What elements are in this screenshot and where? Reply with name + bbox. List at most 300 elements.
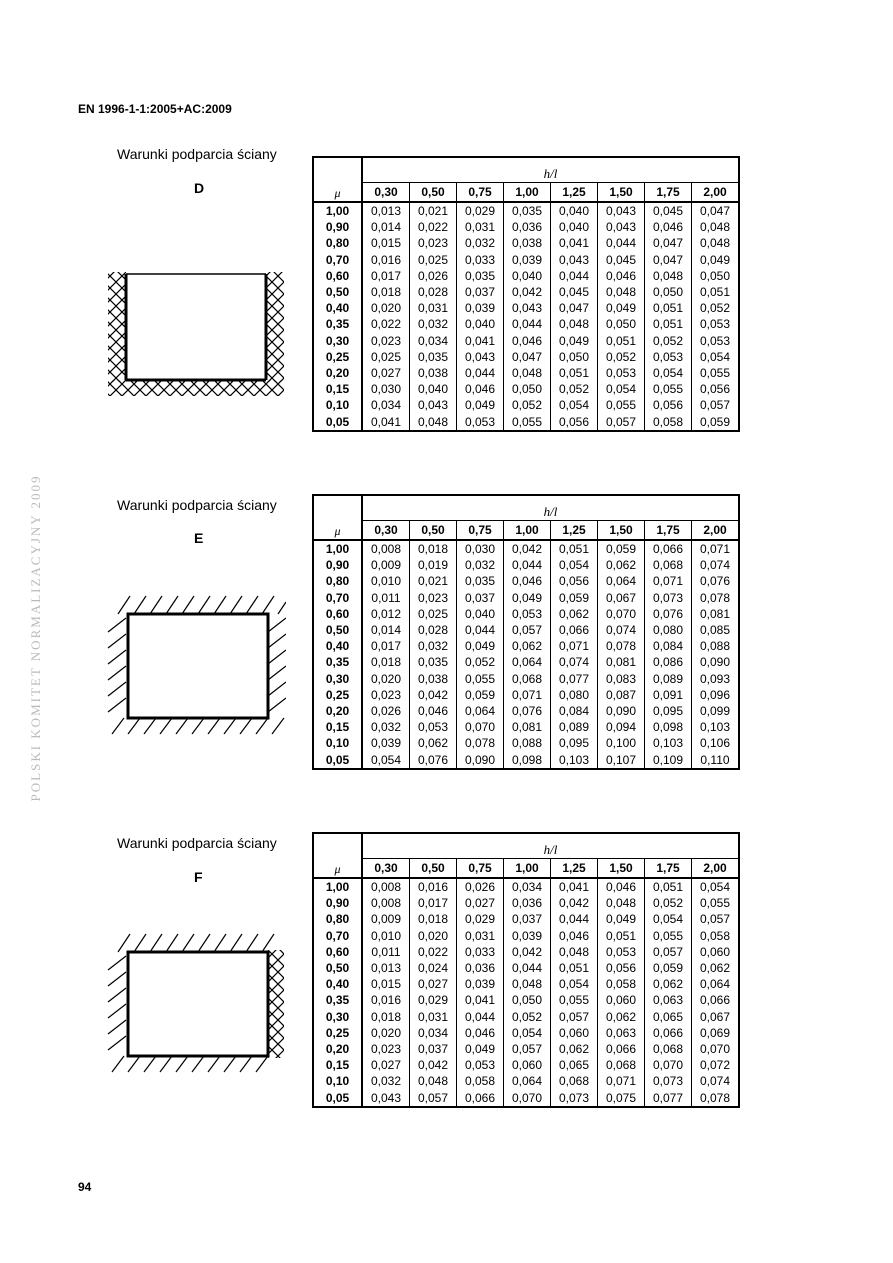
coefficient-cell: 0,059 <box>598 540 645 557</box>
condition-letter: D <box>194 180 205 196</box>
coefficient-cell: 0,050 <box>504 992 551 1008</box>
coefficient-cell: 0,059 <box>457 687 504 703</box>
coefficient-cell: 0,050 <box>504 381 551 397</box>
coefficient-cell: 0,041 <box>457 333 504 349</box>
coefficient-cell: 0,010 <box>362 928 410 944</box>
coefficient-cell: 0,044 <box>457 622 504 638</box>
coefficient-cell: 0,068 <box>598 1057 645 1073</box>
coefficient-cell: 0,067 <box>692 1009 740 1025</box>
coefficient-cell: 0,090 <box>457 751 504 768</box>
coefficient-cell: 0,032 <box>362 1073 410 1089</box>
coefficient-cell: 0,027 <box>457 895 504 911</box>
column-header: 0,30 <box>362 521 410 541</box>
coefficient-cell: 0,052 <box>551 381 598 397</box>
coefficient-cell: 0,053 <box>598 365 645 381</box>
coefficient-cell: 0,091 <box>645 687 692 703</box>
coefficient-cell: 0,025 <box>362 349 410 365</box>
coefficient-cell: 0,049 <box>598 300 645 316</box>
coefficient-cell: 0,011 <box>362 590 410 606</box>
coefficient-cell: 0,008 <box>362 878 410 895</box>
condition-title: Warunki podparcia ściany <box>117 146 277 162</box>
coefficient-cell: 0,068 <box>645 557 692 573</box>
mu-value: 0,10 <box>313 1073 362 1089</box>
coefficient-cell: 0,031 <box>457 928 504 944</box>
coefficient-cell: 0,042 <box>410 687 457 703</box>
coefficient-cell: 0,074 <box>598 622 645 638</box>
coefficient-cell: 0,028 <box>410 284 457 300</box>
mu-value: 0,30 <box>313 671 362 687</box>
column-header: 0,75 <box>457 521 504 541</box>
coefficient-cell: 0,016 <box>410 878 457 895</box>
coefficient-cell: 0,023 <box>362 333 410 349</box>
mu-value: 0,50 <box>313 960 362 976</box>
coefficient-cell: 0,046 <box>598 878 645 895</box>
coefficient-cell: 0,015 <box>362 235 410 251</box>
coefficient-cell: 0,084 <box>645 638 692 654</box>
coefficient-cell: 0,068 <box>504 671 551 687</box>
coefficient-cell: 0,053 <box>692 333 740 349</box>
coefficient-cell: 0,058 <box>692 928 740 944</box>
table-row <box>313 1073 739 1089</box>
mu-header: μ <box>313 495 362 540</box>
coefficient-cell: 0,026 <box>457 878 504 895</box>
coefficient-cell: 0,070 <box>598 606 645 622</box>
coefficient-cell: 0,089 <box>645 671 692 687</box>
coefficient-cell: 0,015 <box>362 976 410 992</box>
table-row <box>313 235 739 251</box>
coefficient-cell: 0,062 <box>598 1009 645 1025</box>
coefficient-cell: 0,046 <box>645 219 692 235</box>
coefficient-cell: 0,043 <box>457 349 504 365</box>
hl-header: h/l <box>362 495 739 521</box>
coefficient-cell: 0,023 <box>410 235 457 251</box>
coefficient-cell: 0,099 <box>692 703 740 719</box>
mu-value: 0,20 <box>313 703 362 719</box>
coefficient-table-d <box>312 156 740 432</box>
coefficient-cell: 0,047 <box>692 202 740 219</box>
mu-value: 0,50 <box>313 622 362 638</box>
table-row <box>313 1009 739 1025</box>
coefficient-cell: 0,048 <box>551 316 598 332</box>
coefficient-cell: 0,046 <box>410 703 457 719</box>
table-row <box>313 992 739 1008</box>
coefficient-cell: 0,026 <box>410 268 457 284</box>
coefficient-cell: 0,060 <box>598 992 645 1008</box>
table-row <box>313 333 739 349</box>
column-header: 0,75 <box>457 183 504 203</box>
coefficient-cell: 0,038 <box>504 235 551 251</box>
coefficient-cell: 0,048 <box>598 284 645 300</box>
coefficient-cell: 0,050 <box>692 268 740 284</box>
coefficient-cell: 0,036 <box>457 960 504 976</box>
coefficient-cell: 0,027 <box>362 1057 410 1073</box>
mu-value: 0,40 <box>313 300 362 316</box>
mu-value: 0,05 <box>313 1089 362 1106</box>
column-header: 1,50 <box>598 183 645 203</box>
coefficient-cell: 0,050 <box>645 284 692 300</box>
coefficient-cell: 0,053 <box>692 316 740 332</box>
coefficient-cell: 0,069 <box>692 1025 740 1041</box>
coefficient-cell: 0,044 <box>504 960 551 976</box>
support-diagram-e <box>104 592 286 738</box>
table-row <box>313 1089 739 1106</box>
coefficient-cell: 0,038 <box>410 671 457 687</box>
coefficient-cell: 0,047 <box>551 300 598 316</box>
coefficient-cell: 0,046 <box>457 381 504 397</box>
table-row <box>313 878 739 895</box>
coefficient-cell: 0,103 <box>645 735 692 751</box>
coefficient-cell: 0,063 <box>645 992 692 1008</box>
coefficient-cell: 0,068 <box>551 1073 598 1089</box>
mu-value: 0,10 <box>313 735 362 751</box>
coefficient-cell: 0,042 <box>504 944 551 960</box>
mu-value: 0,35 <box>313 992 362 1008</box>
coefficient-cell: 0,057 <box>645 944 692 960</box>
table-row <box>313 1025 739 1041</box>
coefficient-cell: 0,041 <box>362 413 410 430</box>
coefficient-cell: 0,049 <box>457 1041 504 1057</box>
coefficient-cell: 0,008 <box>362 895 410 911</box>
mu-value: 1,00 <box>313 540 362 557</box>
coefficient-cell: 0,080 <box>645 622 692 638</box>
mu-value: 0,70 <box>313 590 362 606</box>
coefficient-cell: 0,054 <box>598 381 645 397</box>
coefficient-cell: 0,060 <box>692 944 740 960</box>
table-row <box>313 349 739 365</box>
mu-value: 0,15 <box>313 1057 362 1073</box>
coefficient-cell: 0,080 <box>551 687 598 703</box>
coefficient-cell: 0,018 <box>362 284 410 300</box>
coefficient-cell: 0,078 <box>692 590 740 606</box>
column-header: 1,00 <box>504 521 551 541</box>
coefficient-cell: 0,022 <box>410 944 457 960</box>
table-row <box>313 622 739 638</box>
coefficient-cell: 0,032 <box>362 719 410 735</box>
coefficient-cell: 0,040 <box>457 606 504 622</box>
coefficient-cell: 0,088 <box>692 638 740 654</box>
coefficient-cell: 0,052 <box>504 397 551 413</box>
coefficient-cell: 0,018 <box>410 911 457 927</box>
coefficient-cell: 0,042 <box>551 895 598 911</box>
coefficient-cell: 0,023 <box>362 1041 410 1057</box>
column-header: 0,75 <box>457 859 504 879</box>
support-diagram-d <box>104 270 286 400</box>
coefficient-cell: 0,017 <box>362 268 410 284</box>
mu-value: 1,00 <box>313 878 362 895</box>
coefficient-cell: 0,031 <box>457 219 504 235</box>
coefficient-cell: 0,059 <box>645 960 692 976</box>
table-row <box>313 219 739 235</box>
coefficient-cell: 0,054 <box>645 365 692 381</box>
mu-value: 0,25 <box>313 1025 362 1041</box>
coefficient-cell: 0,041 <box>457 992 504 1008</box>
coefficient-cell: 0,064 <box>504 654 551 670</box>
table-row <box>313 413 739 430</box>
coefficient-cell: 0,044 <box>504 316 551 332</box>
mu-value: 0,15 <box>313 381 362 397</box>
coefficient-cell: 0,043 <box>551 252 598 268</box>
coefficient-cell: 0,110 <box>692 751 740 768</box>
coefficient-cell: 0,073 <box>645 590 692 606</box>
mu-value: 0,70 <box>313 928 362 944</box>
coefficient-cell: 0,032 <box>410 638 457 654</box>
coefficient-cell: 0,047 <box>504 349 551 365</box>
coefficient-cell: 0,048 <box>551 944 598 960</box>
coefficient-cell: 0,014 <box>362 622 410 638</box>
mu-value: 0,40 <box>313 638 362 654</box>
coefficient-cell: 0,043 <box>504 300 551 316</box>
coefficient-cell: 0,051 <box>692 284 740 300</box>
table-row <box>313 735 739 751</box>
mu-value: 1,00 <box>313 202 362 219</box>
coefficient-cell: 0,045 <box>598 252 645 268</box>
coefficient-cell: 0,055 <box>645 381 692 397</box>
coefficient-cell: 0,020 <box>410 928 457 944</box>
coefficient-cell: 0,064 <box>504 1073 551 1089</box>
coefficient-cell: 0,076 <box>692 573 740 589</box>
coefficient-cell: 0,053 <box>645 349 692 365</box>
table-row <box>313 540 739 557</box>
mu-value: 0,60 <box>313 268 362 284</box>
coefficient-cell: 0,093 <box>692 671 740 687</box>
support-diagram-f <box>104 930 286 1076</box>
mu-value: 0,05 <box>313 413 362 430</box>
column-header: 1,75 <box>645 859 692 879</box>
coefficient-cell: 0,071 <box>551 638 598 654</box>
coefficient-table-f <box>312 832 740 1108</box>
coefficient-cell: 0,109 <box>645 751 692 768</box>
mu-value: 0,80 <box>313 235 362 251</box>
coefficient-cell: 0,051 <box>598 928 645 944</box>
coefficient-cell: 0,011 <box>362 944 410 960</box>
coefficient-cell: 0,046 <box>457 1025 504 1041</box>
mu-header: μ <box>313 157 362 202</box>
coefficient-cell: 0,090 <box>692 654 740 670</box>
coefficient-cell: 0,023 <box>410 590 457 606</box>
coefficient-cell: 0,034 <box>410 1025 457 1041</box>
coefficient-cell: 0,043 <box>362 1089 410 1106</box>
table-row <box>313 751 739 768</box>
table-row <box>313 976 739 992</box>
coefficient-cell: 0,057 <box>504 1041 551 1057</box>
coefficient-cell: 0,037 <box>504 911 551 927</box>
coefficient-cell: 0,048 <box>645 268 692 284</box>
coefficient-cell: 0,062 <box>551 1041 598 1057</box>
coefficient-cell: 0,046 <box>551 928 598 944</box>
coefficient-cell: 0,045 <box>645 202 692 219</box>
coefficient-cell: 0,041 <box>551 235 598 251</box>
coefficient-cell: 0,067 <box>598 590 645 606</box>
coefficient-cell: 0,064 <box>692 976 740 992</box>
coefficient-cell: 0,039 <box>504 252 551 268</box>
coefficient-cell: 0,051 <box>598 333 645 349</box>
coefficient-cell: 0,044 <box>504 557 551 573</box>
coefficient-cell: 0,047 <box>645 235 692 251</box>
coefficient-cell: 0,048 <box>598 895 645 911</box>
coefficient-cell: 0,081 <box>504 719 551 735</box>
coefficient-cell: 0,085 <box>692 622 740 638</box>
coefficient-cell: 0,048 <box>410 413 457 430</box>
table-row <box>313 928 739 944</box>
coefficient-cell: 0,052 <box>645 333 692 349</box>
coefficient-cell: 0,035 <box>410 654 457 670</box>
table-row <box>313 671 739 687</box>
mu-value: 0,90 <box>313 219 362 235</box>
coefficient-cell: 0,024 <box>410 960 457 976</box>
coefficient-cell: 0,055 <box>692 895 740 911</box>
coefficient-cell: 0,057 <box>504 622 551 638</box>
mu-value: 0,35 <box>313 316 362 332</box>
coefficient-cell: 0,074 <box>551 654 598 670</box>
coefficient-cell: 0,009 <box>362 911 410 927</box>
coefficient-cell: 0,084 <box>551 703 598 719</box>
coefficient-cell: 0,078 <box>457 735 504 751</box>
coefficient-cell: 0,070 <box>692 1041 740 1057</box>
column-header: 1,25 <box>551 183 598 203</box>
coefficient-cell: 0,077 <box>551 671 598 687</box>
coefficient-cell: 0,053 <box>457 1057 504 1073</box>
coefficient-cell: 0,087 <box>598 687 645 703</box>
mu-value: 0,25 <box>313 349 362 365</box>
coefficient-cell: 0,030 <box>362 381 410 397</box>
coefficient-cell: 0,086 <box>645 654 692 670</box>
coefficient-cell: 0,043 <box>598 219 645 235</box>
coefficient-cell: 0,057 <box>410 1089 457 1106</box>
mu-value: 0,90 <box>313 895 362 911</box>
column-header: 2,00 <box>692 521 740 541</box>
coefficient-cell: 0,035 <box>504 202 551 219</box>
coefficient-cell: 0,053 <box>457 413 504 430</box>
watermark: POLSKI KOMITET NORMALIZACYJNY 2009 <box>28 474 43 802</box>
coefficient-cell: 0,057 <box>598 413 645 430</box>
condition-letter: E <box>194 530 204 546</box>
coefficient-cell: 0,106 <box>692 735 740 751</box>
coefficient-cell: 0,076 <box>410 751 457 768</box>
coefficient-cell: 0,064 <box>598 573 645 589</box>
column-header: 0,30 <box>362 183 410 203</box>
column-header: 0,50 <box>410 183 457 203</box>
coefficient-cell: 0,048 <box>504 365 551 381</box>
coefficient-cell: 0,034 <box>504 878 551 895</box>
coefficient-cell: 0,036 <box>504 895 551 911</box>
coefficient-cell: 0,054 <box>504 1025 551 1041</box>
coefficient-cell: 0,083 <box>598 671 645 687</box>
condition-letter: F <box>194 869 203 885</box>
coefficient-cell: 0,020 <box>362 1025 410 1041</box>
coefficient-cell: 0,035 <box>457 573 504 589</box>
coefficient-cell: 0,062 <box>504 638 551 654</box>
column-header: 0,50 <box>410 521 457 541</box>
coefficient-cell: 0,022 <box>410 219 457 235</box>
coefficient-cell: 0,047 <box>645 252 692 268</box>
coefficient-cell: 0,017 <box>410 895 457 911</box>
coefficient-cell: 0,049 <box>598 911 645 927</box>
coefficient-cell: 0,058 <box>457 1073 504 1089</box>
coefficient-cell: 0,055 <box>692 365 740 381</box>
coefficient-cell: 0,009 <box>362 557 410 573</box>
coefficient-cell: 0,095 <box>551 735 598 751</box>
coefficient-cell: 0,058 <box>645 413 692 430</box>
table-row <box>313 638 739 654</box>
coefficient-cell: 0,089 <box>551 719 598 735</box>
coefficient-cell: 0,103 <box>551 751 598 768</box>
coefficient-cell: 0,039 <box>457 300 504 316</box>
coefficient-cell: 0,038 <box>410 365 457 381</box>
coefficient-cell: 0,054 <box>551 976 598 992</box>
table-row <box>313 960 739 976</box>
mu-value: 0,35 <box>313 654 362 670</box>
table-row <box>313 654 739 670</box>
coefficient-cell: 0,051 <box>551 960 598 976</box>
table-row <box>313 300 739 316</box>
coefficient-cell: 0,052 <box>598 349 645 365</box>
column-header: 1,00 <box>504 859 551 879</box>
coefficient-cell: 0,018 <box>410 540 457 557</box>
coefficient-cell: 0,048 <box>410 1073 457 1089</box>
coefficient-cell: 0,031 <box>410 300 457 316</box>
coefficient-cell: 0,054 <box>692 349 740 365</box>
coefficient-cell: 0,034 <box>410 333 457 349</box>
mu-value: 0,70 <box>313 252 362 268</box>
coefficient-cell: 0,073 <box>645 1073 692 1089</box>
coefficient-cell: 0,055 <box>645 928 692 944</box>
coefficient-cell: 0,065 <box>551 1057 598 1073</box>
table-row <box>313 719 739 735</box>
coefficient-cell: 0,020 <box>362 671 410 687</box>
table-row <box>313 944 739 960</box>
coefficient-cell: 0,095 <box>645 703 692 719</box>
column-header: 1,25 <box>551 521 598 541</box>
coefficient-cell: 0,030 <box>457 540 504 557</box>
column-header: 2,00 <box>692 183 740 203</box>
coefficient-cell: 0,071 <box>692 540 740 557</box>
coefficient-cell: 0,103 <box>692 719 740 735</box>
mu-value: 0,05 <box>313 751 362 768</box>
column-header: 0,30 <box>362 859 410 879</box>
coefficient-cell: 0,051 <box>645 316 692 332</box>
coefficient-cell: 0,049 <box>692 252 740 268</box>
table-row <box>313 268 739 284</box>
coefficient-cell: 0,045 <box>551 284 598 300</box>
coefficient-cell: 0,022 <box>362 316 410 332</box>
coefficient-cell: 0,096 <box>692 687 740 703</box>
column-header: 0,50 <box>410 859 457 879</box>
coefficient-cell: 0,018 <box>362 1009 410 1025</box>
coefficient-cell: 0,070 <box>645 1057 692 1073</box>
coefficient-table-e <box>312 494 740 770</box>
coefficient-cell: 0,049 <box>457 638 504 654</box>
hl-header: h/l <box>362 833 739 859</box>
table-row <box>313 573 739 589</box>
coefficient-cell: 0,056 <box>692 381 740 397</box>
coefficient-cell: 0,013 <box>362 202 410 219</box>
coefficient-cell: 0,040 <box>504 268 551 284</box>
coefficient-cell: 0,039 <box>457 976 504 992</box>
coefficient-cell: 0,090 <box>598 703 645 719</box>
coefficient-cell: 0,049 <box>504 590 551 606</box>
coefficient-cell: 0,074 <box>692 557 740 573</box>
coefficient-cell: 0,035 <box>410 349 457 365</box>
coefficient-cell: 0,029 <box>410 992 457 1008</box>
mu-value: 0,25 <box>313 687 362 703</box>
coefficient-cell: 0,071 <box>504 687 551 703</box>
condition-title: Warunki podparcia ściany <box>117 497 277 513</box>
coefficient-cell: 0,044 <box>551 911 598 927</box>
column-header: 1,00 <box>504 183 551 203</box>
mu-value: 0,90 <box>313 557 362 573</box>
table-row <box>313 397 739 413</box>
coefficient-cell: 0,034 <box>362 397 410 413</box>
